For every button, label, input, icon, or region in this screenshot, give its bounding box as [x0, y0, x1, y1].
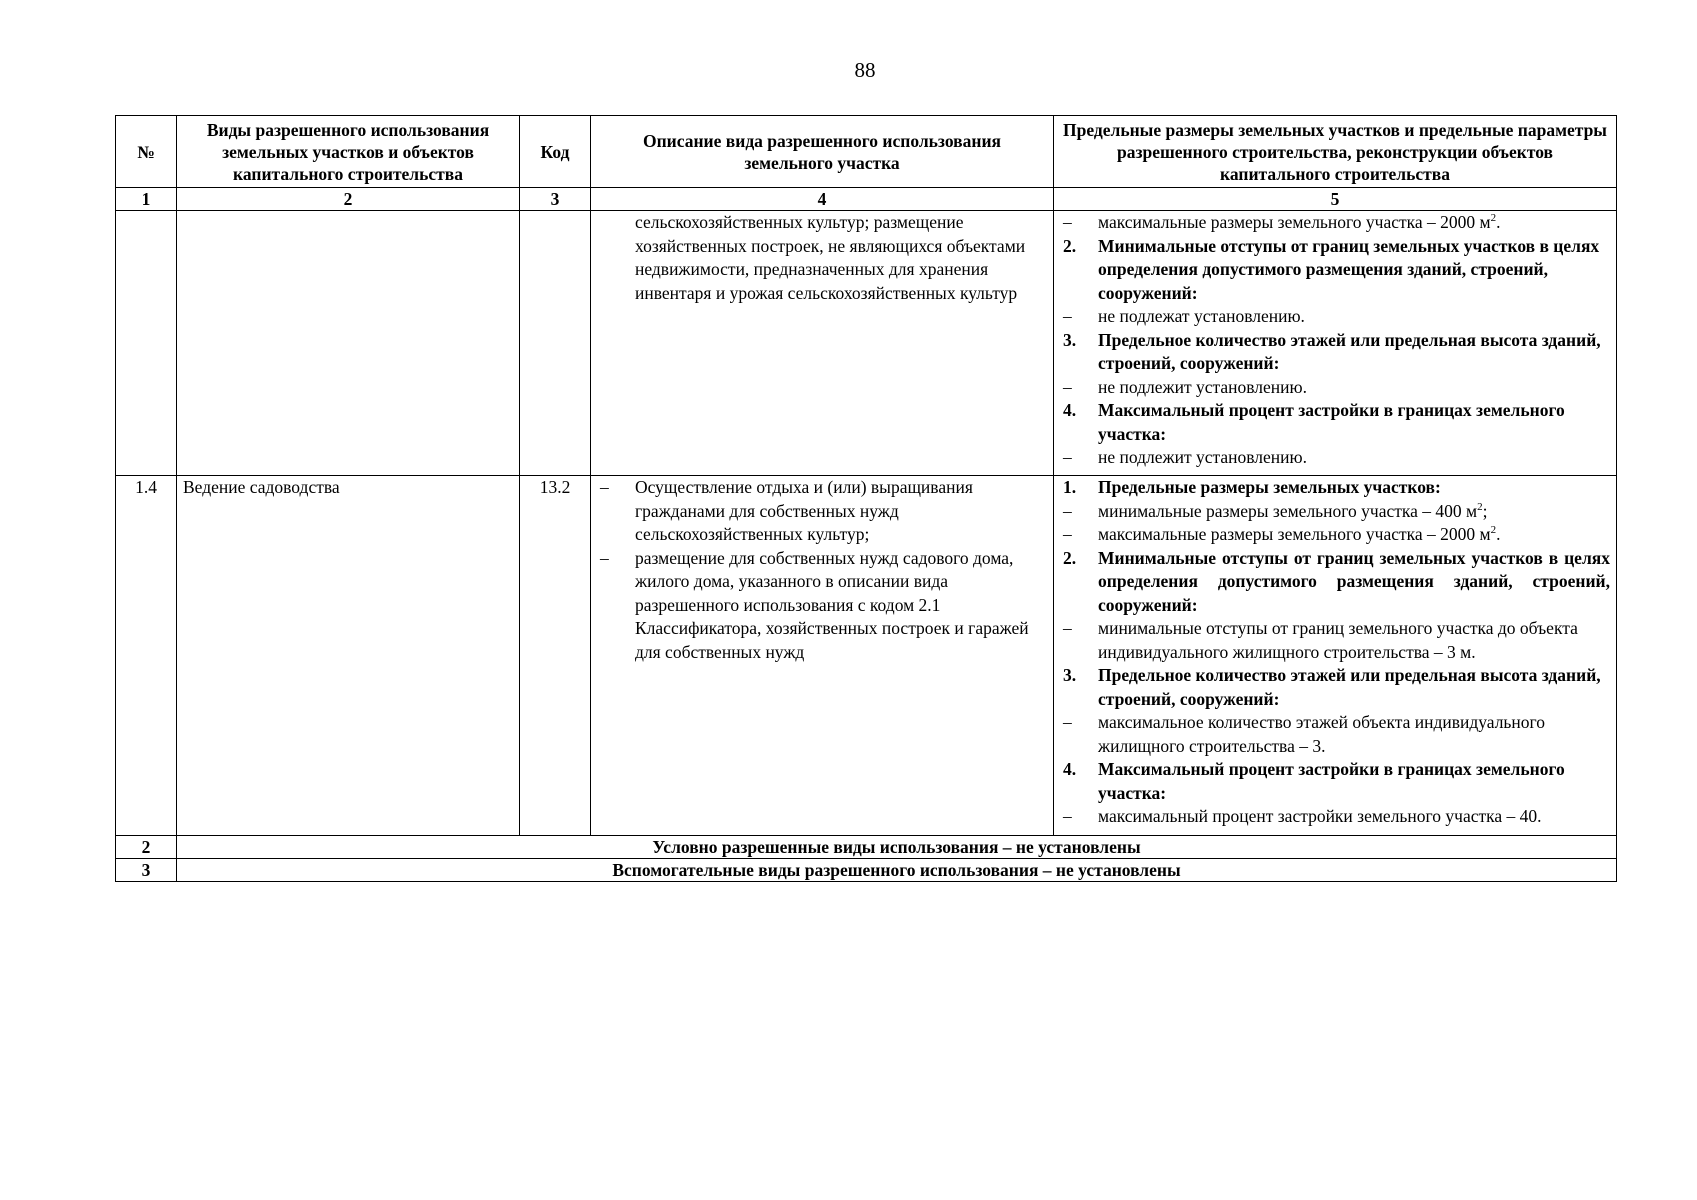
superscript: 2 — [1490, 212, 1497, 225]
param-text: максимальный процент застройки земельного участка – 40. — [1098, 806, 1542, 826]
list-marker: – — [1063, 524, 1072, 544]
param-item — [1060, 711, 1610, 758]
cell-params — [1054, 211, 1617, 476]
param-text: максимальные размеры земельного участка – 2000 м — [1098, 212, 1491, 232]
cell-num: 3 — [116, 859, 177, 882]
column-index: 3 — [520, 188, 591, 211]
param-text: Минимальные отступы от границ земельных участков в целях определения допустимого размещения зданий, строений, сооружений: — [1098, 235, 1600, 303]
list-marker: 3. — [1063, 329, 1077, 350]
list-marker: 3. — [1063, 665, 1077, 685]
cell-description — [591, 211, 1054, 476]
list-marker: 4. — [1063, 759, 1077, 779]
cell-num — [116, 211, 177, 476]
list-marker: 2. — [1063, 235, 1077, 256]
section-note: Вспомогательные виды разрешенного использования – не установлены — [177, 859, 1617, 882]
list-marker: – — [1063, 447, 1072, 467]
cell-type — [177, 211, 520, 476]
table-row — [116, 211, 1617, 476]
param-text: Минимальные отступы от границ земельных участков в целях определения допустимого размещения зданий, строений, сооружений: — [1098, 547, 1610, 615]
cell-code — [520, 211, 591, 476]
param-item — [1060, 523, 1610, 547]
param-item — [1060, 305, 1610, 329]
param-heading — [1060, 547, 1610, 618]
param-text: максимальное количество этажей объекта индивидуального жилищного строительства – 3. — [1098, 712, 1546, 756]
cell-num: 1.4 — [116, 476, 177, 836]
param-text: максимальные размеры земельного участка – 2000 м — [1098, 524, 1491, 544]
param-text: не подлежат установлению. — [1098, 306, 1305, 326]
description-text: размещение для собственных нужд садового дома, жилого дома, указанного в описании вида разрешенного использования с кодом 2.1 Классификатора, хозяйственных построек и гаражей для собственных нужд — [635, 547, 1029, 662]
list-marker: – — [1063, 618, 1072, 638]
list-marker: – — [1063, 712, 1072, 732]
list-marker: 2. — [1063, 547, 1077, 568]
cell-num: 2 — [116, 836, 177, 859]
param-text: не подлежит установлению. — [1098, 447, 1307, 467]
column-index: 5 — [1054, 188, 1617, 211]
param-text: Предельное количество этажей или предельная высота зданий, строений, сооружений: — [1098, 329, 1601, 373]
list-marker: – — [600, 547, 609, 568]
header-description: Описание вида разрешенного использования земельного участка — [591, 116, 1054, 188]
header-params: Предельные размеры земельных участков и предельные параметры разрешенного строительства, реконструкции объектов капитального строительства — [1054, 116, 1617, 188]
param-item — [1060, 617, 1610, 664]
param-tail: ; — [1482, 500, 1488, 521]
list-marker: – — [1063, 500, 1072, 521]
param-heading — [1060, 235, 1610, 306]
column-index: 2 — [177, 188, 520, 211]
param-heading — [1060, 399, 1610, 446]
param-text: Предельные размеры земельных участков: — [1098, 477, 1441, 497]
cell-description — [591, 476, 1054, 836]
list-marker: – — [600, 477, 609, 497]
list-marker: 4. — [1063, 400, 1077, 420]
param-item — [1060, 376, 1610, 400]
param-tail: . — [1496, 212, 1501, 232]
cell-type: Ведение садоводства — [177, 476, 520, 836]
header-type: Виды разрешенного использования земельных участков и объектов капитального строительства — [177, 116, 520, 188]
param-text: минимальные размеры земельного участка – 400 м — [1098, 500, 1478, 521]
param-tail: . — [1496, 524, 1501, 544]
param-text: Максимальный процент застройки в границах земельного участка: — [1098, 759, 1565, 803]
list-marker: – — [1063, 306, 1072, 326]
param-text: не подлежит установлению. — [1098, 376, 1307, 397]
superscript: 2 — [1477, 500, 1483, 513]
list-marker: – — [1063, 376, 1072, 397]
table-row — [116, 836, 1617, 859]
description-text: сельскохозяйственных культур; размещение хозяйственных построек, не являющихся объектами недвижимости, предназначенных для хранения инвентаря и урожая сельскохозяйственных культур — [635, 212, 1026, 303]
param-heading — [1060, 758, 1610, 805]
description-item — [597, 547, 1047, 665]
param-heading — [1060, 329, 1610, 376]
param-heading — [1060, 664, 1610, 711]
table-row — [116, 476, 1617, 836]
table-row — [116, 859, 1617, 882]
header-code: Код — [520, 116, 591, 188]
list-marker: 1. — [1063, 477, 1077, 497]
param-text: минимальные отступы от границ земельного участка до объекта индивидуального жилищного строительства – 3 м. — [1098, 618, 1578, 662]
superscript: 2 — [1490, 524, 1497, 537]
description-item — [597, 476, 1047, 547]
column-index: 1 — [116, 188, 177, 211]
list-marker: – — [1063, 806, 1072, 826]
section-note: Условно разрешенные виды использования – не установлены — [177, 836, 1617, 859]
list-marker: – — [1063, 212, 1072, 232]
param-item — [1060, 446, 1610, 470]
column-index-row — [116, 188, 1617, 211]
param-text: Предельное количество этажей или предельная высота зданий, строений, сооружений: — [1098, 665, 1601, 709]
param-text: Максимальный процент застройки в границах земельного участка: — [1098, 400, 1565, 444]
table-header-row — [116, 116, 1617, 188]
description-text: Осуществление отдыха и (или) выращивания гражданами для собственных нужд сельскохозяйственных культур; — [635, 477, 973, 544]
header-num: № — [116, 116, 177, 188]
land-use-table — [115, 115, 1617, 882]
param-item — [1060, 211, 1610, 235]
page-number: 88 — [854, 58, 876, 82]
param-item — [1060, 805, 1610, 829]
cell-code: 13.2 — [520, 476, 591, 836]
column-index: 4 — [591, 188, 1054, 211]
cell-params — [1054, 476, 1617, 836]
param-heading — [1060, 476, 1610, 500]
param-item — [1060, 500, 1610, 524]
